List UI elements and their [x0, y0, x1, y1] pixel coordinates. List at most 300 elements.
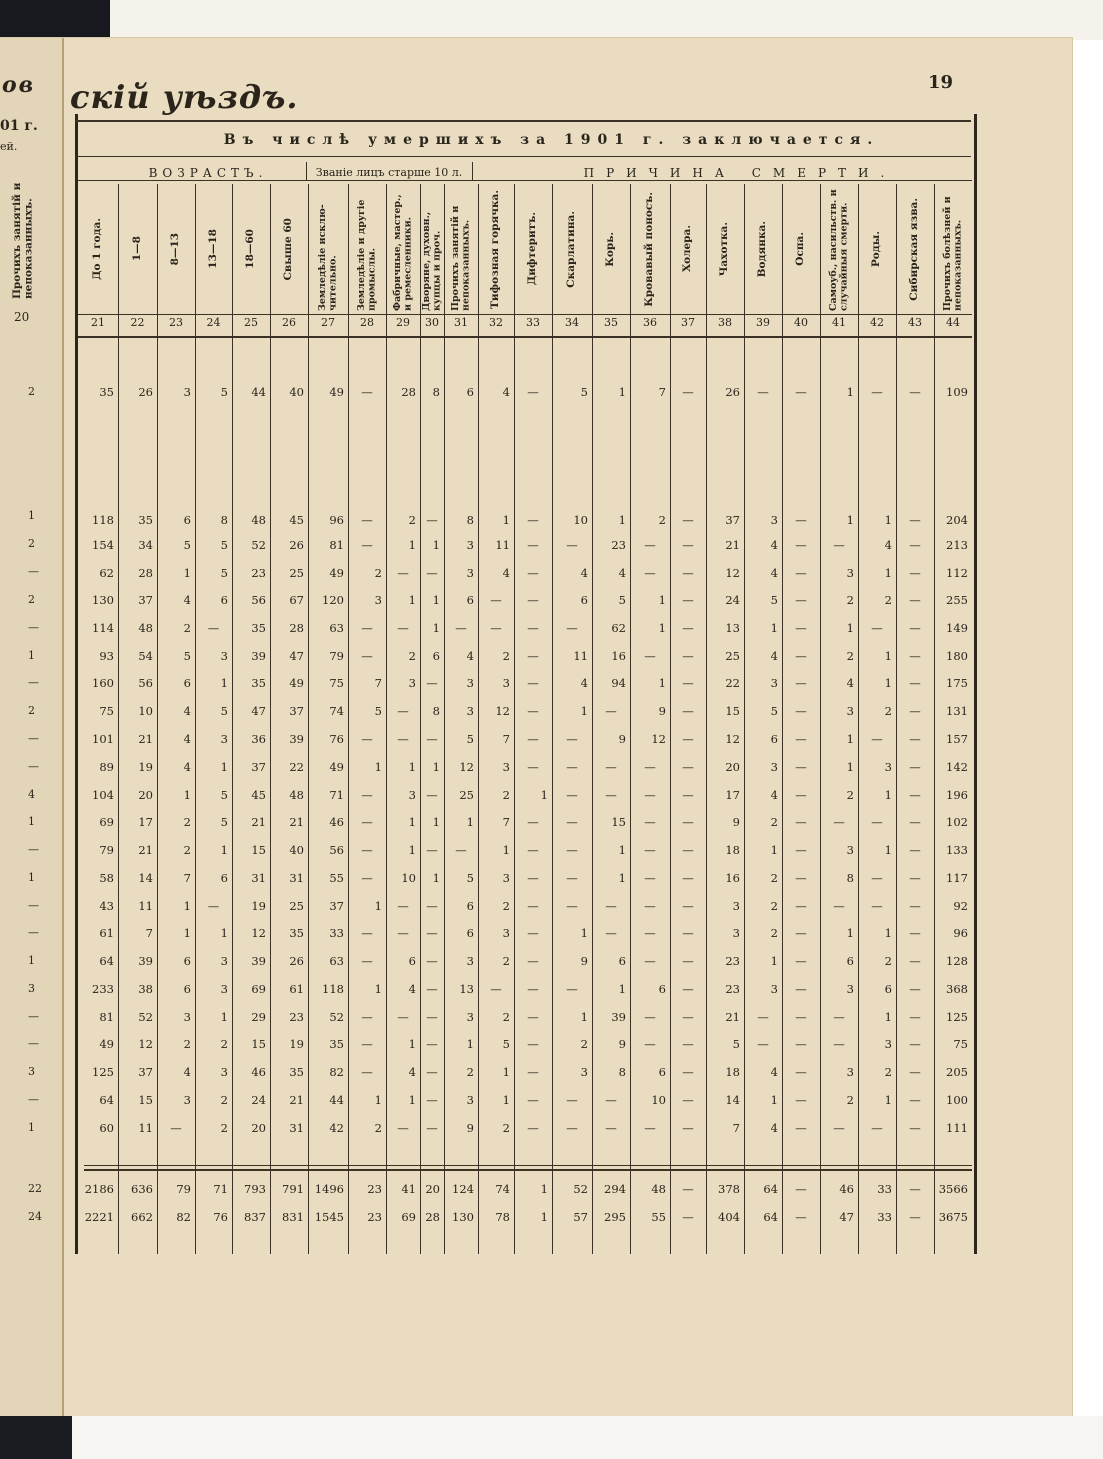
table-cell: 1 — [770, 1093, 778, 1107]
table-cell: 3 — [466, 1093, 474, 1107]
table-cell: 3 — [220, 649, 228, 663]
total-cell: 52 — [573, 1182, 588, 1196]
table-cell: 6 — [618, 954, 626, 968]
table-cell: 3 — [220, 954, 228, 968]
table-cell: — — [682, 788, 694, 802]
table-cell: 9 — [618, 732, 626, 746]
table-cell: 12 — [725, 732, 740, 746]
table-cell: 28 — [289, 621, 304, 635]
table-cell: 3 — [770, 513, 778, 527]
table-cell: 36 — [251, 732, 266, 746]
table-cell: 39 — [138, 954, 153, 968]
left-page-value: — — [28, 926, 39, 939]
table-cell: — — [909, 566, 921, 580]
table-cell: 2 — [502, 899, 510, 913]
table-cell: 6 — [220, 871, 228, 885]
table-cell: 2 — [374, 566, 382, 580]
table-cell: 2 — [183, 815, 191, 829]
column-header-label: Сибирская язва. — [908, 197, 921, 301]
table-cell: 1 — [618, 982, 626, 996]
table-cell: — — [682, 649, 694, 663]
rule-line — [75, 156, 971, 157]
table-cell: 4 — [502, 385, 510, 399]
table-cell: 37 — [329, 899, 344, 913]
left-page-value: — — [28, 760, 39, 773]
table-cell: — — [871, 899, 883, 913]
table-cell: 67 — [289, 593, 304, 607]
table-cell: 1 — [466, 1037, 474, 1051]
group-rank: Званіе лицъ старше 10 л. — [315, 166, 463, 179]
table-cell: 2 — [502, 649, 510, 663]
column-number: 35 — [604, 316, 618, 329]
left-page-value: — — [28, 843, 39, 856]
table-cell: 21 — [138, 732, 153, 746]
table-cell: 2 — [770, 899, 778, 913]
table-cell: 25 — [725, 649, 740, 663]
table-cell: — — [397, 1010, 409, 1024]
table-cell: 1 — [374, 1093, 382, 1107]
table-cell: — — [909, 815, 921, 829]
table-cell: 93 — [99, 649, 114, 663]
table-cell: 3 — [580, 1065, 588, 1079]
table-cell: — — [871, 385, 883, 399]
table-cell: 2 — [770, 871, 778, 885]
table-cell: — — [527, 954, 539, 968]
table-cell: — — [757, 1010, 769, 1024]
table-cell: 6 — [183, 954, 191, 968]
table-cell: 26 — [289, 538, 304, 552]
table-cell: 213 — [946, 538, 968, 552]
table-cell: 3 — [220, 982, 228, 996]
total-cell: 20 — [425, 1182, 440, 1196]
group-cause: ПРИЧИНА СМЕРТИ. — [583, 166, 897, 180]
table-cell: 1 — [220, 760, 228, 774]
table-cell: 12 — [251, 926, 266, 940]
column-header — [386, 184, 420, 314]
table-cell: 2 — [466, 1065, 474, 1079]
table-cell: 79 — [99, 843, 114, 857]
table-cell: 35 — [289, 926, 304, 940]
table-cell: — — [361, 385, 373, 399]
table-cell: — — [426, 732, 438, 746]
table-cell: 56 — [329, 843, 344, 857]
column-number: 34 — [565, 316, 579, 329]
table-cell: 3 — [466, 954, 474, 968]
table-cell: 4 — [580, 566, 588, 580]
table-cell: 11 — [138, 1121, 153, 1135]
total-cell: 82 — [176, 1210, 191, 1224]
table-cell: 5 — [220, 538, 228, 552]
table-cell: 58 — [99, 871, 114, 885]
column-number: 30 — [425, 316, 439, 329]
column-header-label: Дифтеритъ. — [526, 212, 539, 286]
table-cell: — — [795, 954, 807, 968]
table-cell: 1 — [408, 843, 416, 857]
table-cell: 39 — [289, 732, 304, 746]
table-cell: 16 — [611, 649, 626, 663]
column-number: 42 — [870, 316, 884, 329]
table-cell: 23 — [251, 566, 266, 580]
column-header-label: 13—18 — [206, 229, 219, 269]
column-header-label: Роды. — [870, 230, 883, 268]
table-cell: 44 — [251, 385, 266, 399]
table-cell: — — [682, 1065, 694, 1079]
table-cell: 94 — [611, 676, 626, 690]
table-cell: — — [795, 899, 807, 913]
table-cell: — — [397, 926, 409, 940]
table-cell: — — [757, 385, 769, 399]
table-cell: — — [527, 760, 539, 774]
table-cell: — — [795, 385, 807, 399]
table-cell: 15 — [138, 1093, 153, 1107]
table-cell: 1 — [580, 1010, 588, 1024]
table-cell: 1 — [502, 843, 510, 857]
table-cell: 5 — [770, 593, 778, 607]
column-header — [348, 184, 386, 314]
table-cell: — — [644, 899, 656, 913]
table-cell: 1 — [432, 871, 440, 885]
rule-line — [306, 162, 307, 180]
table-cell: — — [871, 621, 883, 635]
table-cell: 1 — [374, 982, 382, 996]
table-cell: — — [397, 1121, 409, 1135]
table-cell: 3 — [846, 843, 854, 857]
table-cell: 18 — [725, 1065, 740, 1079]
table-cell: — — [566, 788, 578, 802]
column-number: 22 — [130, 316, 145, 329]
table-cell: 8 — [846, 871, 854, 885]
table-cell: — — [605, 926, 617, 940]
table-cell: 6 — [466, 899, 474, 913]
table-cell: 4 — [770, 1065, 778, 1079]
left-page-value: 24 — [28, 1210, 42, 1223]
table-cell: — — [795, 566, 807, 580]
column-number: 39 — [756, 316, 770, 329]
page-title: скій уѣздъ. — [70, 78, 299, 116]
table-cell: 1 — [466, 815, 474, 829]
table-cell: 1 — [220, 843, 228, 857]
table-cell: 61 — [289, 982, 304, 996]
table-cell: — — [361, 1010, 373, 1024]
table-cell: 37 — [725, 513, 740, 527]
rule-line — [84, 1165, 972, 1166]
table-cell: — — [566, 1121, 578, 1135]
table-cell: 23 — [289, 1010, 304, 1024]
table-cell: 1 — [884, 1093, 892, 1107]
table-cell: 74 — [329, 704, 344, 718]
table-cell: 52 — [138, 1010, 153, 1024]
table-cell: 8 — [220, 513, 228, 527]
column-number: 44 — [946, 316, 960, 329]
table-cell: 130 — [92, 593, 114, 607]
table-cell: — — [909, 732, 921, 746]
total-cell: 1545 — [314, 1210, 344, 1224]
table-cell: 109 — [946, 385, 968, 399]
table-cell: — — [909, 1010, 921, 1024]
total-cell: 57 — [573, 1210, 588, 1224]
total-cell: 793 — [244, 1182, 266, 1196]
table-cell: — — [795, 621, 807, 635]
left-page-value: — — [28, 621, 39, 634]
total-cell: 1 — [540, 1182, 548, 1196]
table-cell: 42 — [329, 1121, 344, 1135]
table-cell: 81 — [99, 1010, 114, 1024]
column-number: 40 — [794, 316, 808, 329]
total-cell: 3675 — [938, 1210, 968, 1224]
table-cell: 33 — [329, 926, 344, 940]
table-cell: — — [795, 1065, 807, 1079]
table-cell: 3 — [502, 760, 510, 774]
total-cell: 3566 — [938, 1182, 968, 1196]
table-cell: 5 — [732, 1037, 740, 1051]
column-header — [514, 184, 552, 314]
table-cell: 6 — [770, 732, 778, 746]
table-cell: 2 — [408, 513, 416, 527]
rule-line — [75, 120, 971, 122]
table-cell: — — [682, 566, 694, 580]
table-cell: — — [795, 676, 807, 690]
table-cell: 1 — [580, 704, 588, 718]
table-cell: — — [909, 926, 921, 940]
table-cell: 20 — [251, 1121, 266, 1135]
table-cell: — — [605, 788, 617, 802]
table-cell: 3 — [884, 760, 892, 774]
table-cell: — — [644, 1010, 656, 1024]
table-cell: 1 — [540, 788, 548, 802]
table-cell: 1 — [220, 926, 228, 940]
table-cell: 2 — [580, 1037, 588, 1051]
table-cell: 5 — [220, 788, 228, 802]
table-cell: 37 — [138, 1065, 153, 1079]
table-cell: — — [833, 1010, 845, 1024]
table-cell: 6 — [846, 954, 854, 968]
table-cell: 6 — [466, 926, 474, 940]
total-cell: — — [682, 1210, 694, 1224]
table-cell: 61 — [99, 926, 114, 940]
table-cell: — — [682, 760, 694, 774]
left-page-value: 1 — [28, 871, 35, 884]
table-cell: 3 — [770, 676, 778, 690]
total-cell: 130 — [452, 1210, 474, 1224]
table-cell: — — [909, 538, 921, 552]
table-cell: 89 — [99, 760, 114, 774]
left-page-value: 1 — [28, 954, 35, 967]
table-cell: 31 — [289, 871, 304, 885]
table-cell: 40 — [289, 385, 304, 399]
column-header — [820, 184, 858, 314]
table-cell: 13 — [725, 621, 740, 635]
column-header-label: Оспа. — [794, 232, 807, 266]
table-cell: — — [682, 843, 694, 857]
table-cell: 1 — [884, 926, 892, 940]
table-cell: 47 — [251, 704, 266, 718]
table-cell: 1 — [183, 926, 191, 940]
left-page-value: 2 — [28, 537, 35, 550]
table-cell: 63 — [329, 621, 344, 635]
column-number: 26 — [282, 316, 296, 329]
table-cell: — — [566, 538, 578, 552]
table-cell: — — [361, 788, 373, 802]
table-cell: 117 — [946, 871, 968, 885]
table-cell: 1 — [846, 926, 854, 940]
column-header — [78, 184, 118, 314]
column-number: 32 — [489, 316, 503, 329]
table-cell: 6 — [432, 649, 440, 663]
column-header-label: Дворяне, духовн., купцы и проч. — [420, 211, 442, 311]
table-cell: — — [682, 513, 694, 527]
table-cell: 1 — [658, 593, 666, 607]
table-cell: — — [682, 704, 694, 718]
column-number: 33 — [526, 316, 540, 329]
table-cell: 6 — [466, 385, 474, 399]
table-cell: 1 — [432, 593, 440, 607]
left-page-value: — — [28, 1093, 39, 1106]
table-cell: 40 — [289, 843, 304, 857]
table-cell: 4 — [770, 566, 778, 580]
table-cell: 44 — [329, 1093, 344, 1107]
table-cell: — — [909, 871, 921, 885]
table-cell: 46 — [251, 1065, 266, 1079]
table-cell: 2 — [502, 954, 510, 968]
table-cell: — — [527, 732, 539, 746]
table-cell: — — [682, 871, 694, 885]
column-number: 28 — [360, 316, 374, 329]
table-cell: 1 — [618, 513, 626, 527]
table-cell: 5 — [183, 538, 191, 552]
rule-line — [78, 336, 972, 338]
table-cell: 22 — [725, 676, 740, 690]
table-cell: 12 — [459, 760, 474, 774]
table-cell: 43 — [99, 899, 114, 913]
table-cell: — — [566, 732, 578, 746]
table-cell: 204 — [946, 513, 968, 527]
table-cell: — — [795, 815, 807, 829]
table-cell: 5 — [220, 704, 228, 718]
table-cell: 26 — [138, 385, 153, 399]
table-cell: 3 — [466, 538, 474, 552]
total-cell: 2221 — [84, 1210, 114, 1224]
table-cell: 1 — [408, 815, 416, 829]
rule-line — [78, 314, 972, 315]
total-cell: 831 — [282, 1210, 304, 1224]
table-cell: — — [909, 649, 921, 663]
table-cell: 49 — [329, 566, 344, 580]
table-cell: — — [909, 1037, 921, 1051]
table-cell: 39 — [251, 954, 266, 968]
table-cell: — — [795, 760, 807, 774]
table-cell: 3 — [502, 926, 510, 940]
table-cell: 21 — [251, 815, 266, 829]
table-cell: 46 — [329, 815, 344, 829]
table-cell: 205 — [946, 1065, 968, 1079]
table-cell: — — [644, 1037, 656, 1051]
table-cell: 1 — [580, 926, 588, 940]
table-cell: 128 — [946, 954, 968, 968]
table-cell: 6 — [408, 954, 416, 968]
total-cell: 55 — [651, 1210, 666, 1224]
table-cell: 1 — [884, 843, 892, 857]
table-cell: 1 — [884, 566, 892, 580]
table-cell: — — [426, 513, 438, 527]
table-cell: — — [361, 649, 373, 663]
table-cell: — — [566, 760, 578, 774]
table-cell: 9 — [658, 704, 666, 718]
table-cell: 2 — [846, 593, 854, 607]
table-cell: — — [833, 538, 845, 552]
table-cell: 1 — [846, 760, 854, 774]
column-number: 41 — [832, 316, 846, 329]
total-cell: 378 — [718, 1182, 740, 1196]
table-cell: 7 — [145, 926, 153, 940]
table-cell: 131 — [946, 704, 968, 718]
table-cell: 2 — [183, 843, 191, 857]
table-cell: — — [207, 899, 220, 913]
left-page-value: 3 — [28, 1065, 35, 1078]
table-cell: — — [795, 593, 807, 607]
left-page-vertical-label: Прочихъ занятій и непоказанныхъ. — [11, 182, 35, 299]
table-cell: 92 — [953, 899, 968, 913]
table-cell: 1 — [846, 732, 854, 746]
table-cell: — — [644, 788, 656, 802]
table-cell: 4 — [884, 538, 892, 552]
table-cell: — — [455, 843, 467, 857]
table-cell: 3 — [466, 704, 474, 718]
table-cell: 15 — [251, 843, 266, 857]
table-cell: 4 — [183, 732, 191, 746]
table-cell: 3 — [220, 1065, 228, 1079]
table-cell: 35 — [99, 385, 114, 399]
table-cell: 142 — [946, 760, 968, 774]
table-cell: 4 — [502, 566, 510, 580]
table-cell: — — [397, 566, 409, 580]
table-cell: — — [682, 954, 694, 968]
table-cell: 1 — [183, 566, 191, 580]
table-cell: — — [871, 1121, 883, 1135]
total-cell: 64 — [763, 1210, 778, 1224]
table-cell: 5 — [502, 1037, 510, 1051]
table-cell: 7 — [183, 871, 191, 885]
table-cell: 8 — [432, 385, 440, 399]
table-cell: — — [527, 982, 539, 996]
left-page-value: 2 — [28, 593, 35, 606]
table-cell: 3 — [732, 926, 740, 940]
column-number: 37 — [681, 316, 695, 329]
table-cell: 24 — [725, 593, 740, 607]
table-cell: 1 — [374, 760, 382, 774]
table-cell: — — [455, 621, 467, 635]
table-cell: 14 — [138, 871, 153, 885]
table-cell: 11 — [138, 899, 153, 913]
table-cell: 125 — [92, 1065, 114, 1079]
table-cell: 64 — [99, 1093, 114, 1107]
column-number: 27 — [321, 316, 335, 329]
table-cell: — — [527, 1065, 539, 1079]
table-cell: — — [682, 926, 694, 940]
table-cell: 1 — [432, 760, 440, 774]
table-cell: 52 — [329, 1010, 344, 1024]
table-cell: 1 — [884, 649, 892, 663]
table-cell: 79 — [329, 649, 344, 663]
table-cell: 255 — [946, 593, 968, 607]
column-header — [552, 184, 592, 314]
table-cell: — — [527, 899, 539, 913]
table-cell: 4 — [408, 1065, 416, 1079]
column-header — [706, 184, 744, 314]
table-cell: 1 — [432, 815, 440, 829]
table-cell: 25 — [289, 899, 304, 913]
left-page-value: — — [28, 1037, 39, 1050]
column-header-label: Свыше 60 — [282, 217, 295, 281]
